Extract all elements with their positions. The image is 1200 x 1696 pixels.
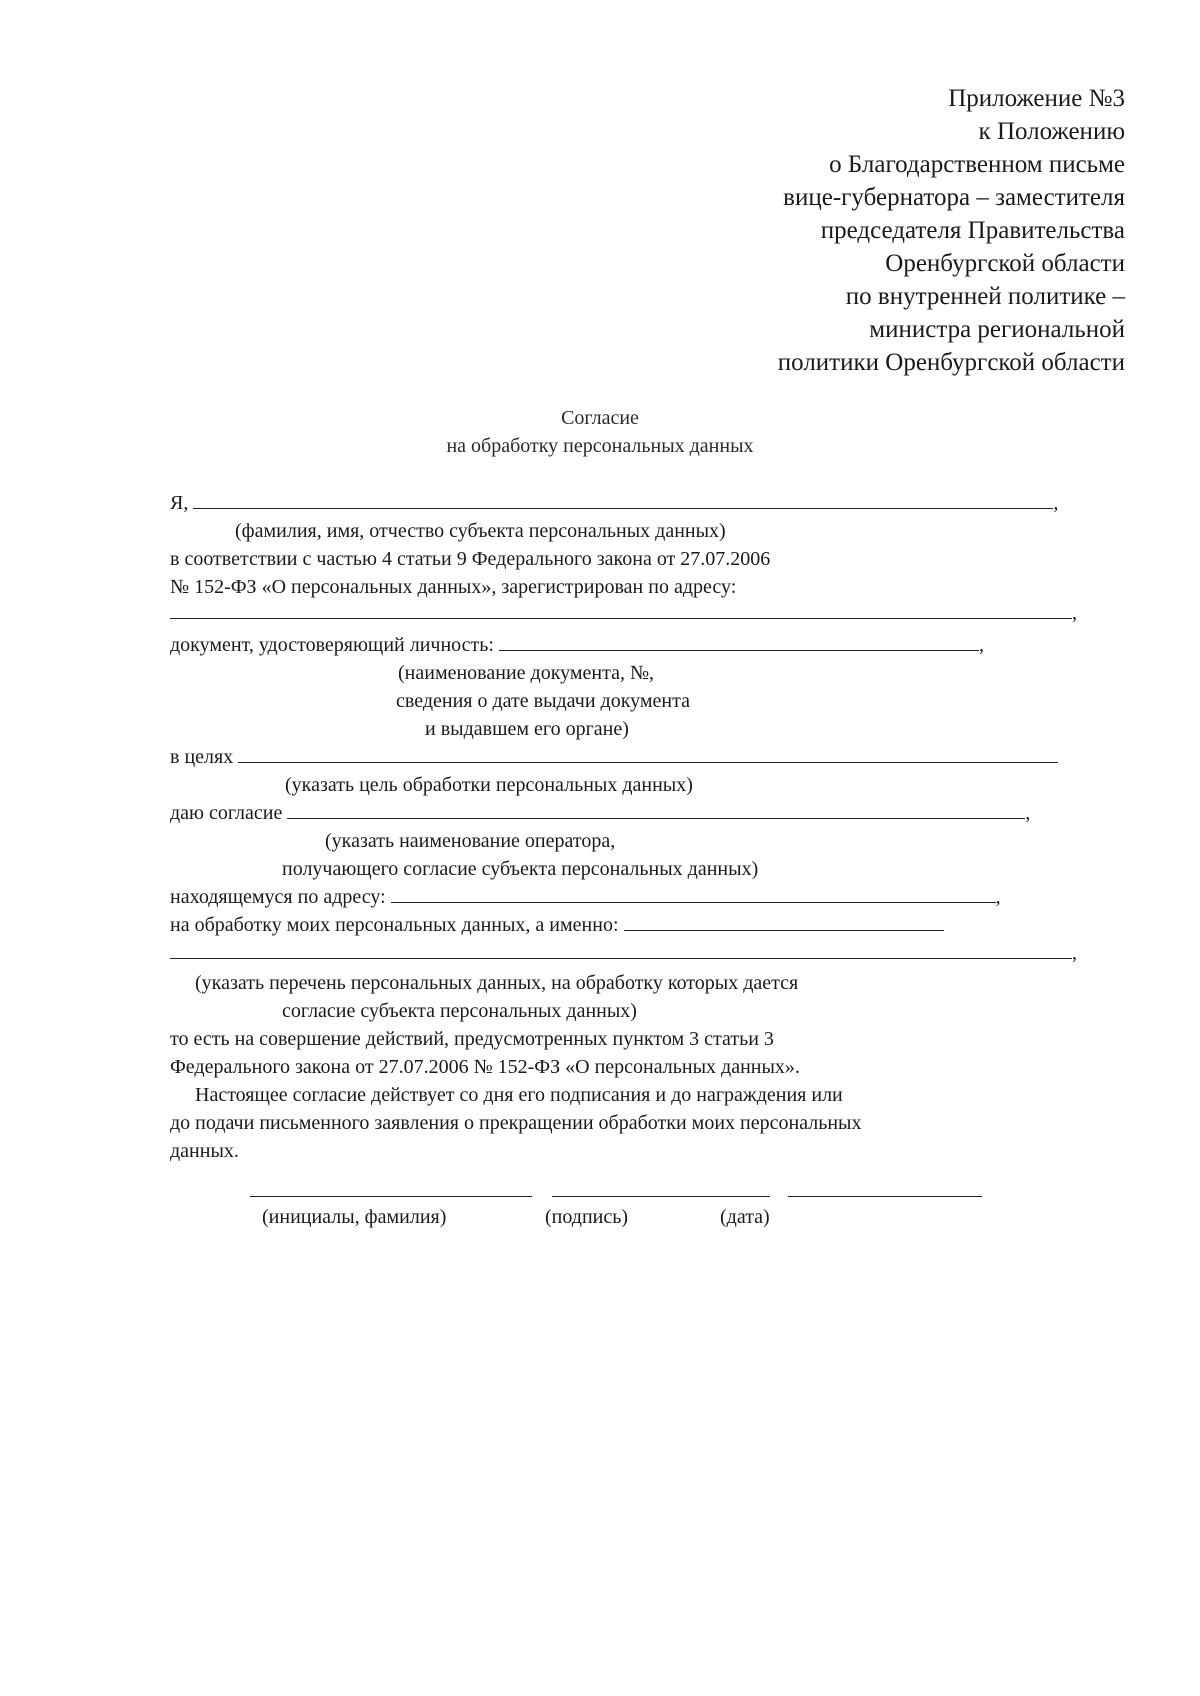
header-line: по внутренней политике – (845, 283, 1125, 310)
processing-blank[interactable] (624, 912, 944, 931)
processing-label: на обработку моих персональных данных, а именно: (170, 914, 619, 936)
processing-row-2 (170, 940, 1077, 966)
fio-blank[interactable] (193, 490, 1053, 509)
initials-blank[interactable] (250, 1196, 532, 1197)
consent-row (170, 800, 1030, 826)
header-line: о Благодарственном письме (829, 151, 1125, 178)
purpose-label: в целях (170, 746, 234, 768)
list-hint: согласие субъекта персональных данных) (282, 1000, 637, 1022)
law-text: в соответствии с частью 4 статьи 9 Федерального закона от 27.07.2006 (170, 548, 771, 570)
document-hint: сведения о дате выдачи документа (396, 690, 690, 712)
header-line: вице-губернатора – заместителя (783, 184, 1125, 211)
fio-hint: (фамилия, имя, отчество субъекта персональных данных) (235, 520, 726, 542)
validity-text: Настоящее согласие действует со дня его подписания и до награждения или (195, 1084, 843, 1106)
actions-text: Федерального закона от 27.07.2006 № 152-ФЗ «О персональных данных». (170, 1056, 800, 1078)
comma: , (1025, 802, 1031, 824)
comma: , (995, 886, 1001, 908)
comma: , (978, 634, 984, 656)
document-blank[interactable] (499, 632, 979, 651)
document-hint: и выдавшем его органе) (425, 718, 629, 740)
fio-row (170, 490, 1058, 516)
consent-label: даю согласие (170, 802, 283, 824)
signature-label: (подпись) (545, 1206, 629, 1228)
operator-hint: получающего согласие субъекта персональных данных) (282, 858, 759, 880)
document-label: документ, удостоверяющий личность: (170, 634, 494, 656)
purpose-row (170, 744, 1058, 770)
address-row (170, 600, 1077, 626)
operator-blank[interactable] (287, 800, 1025, 819)
purpose-blank[interactable] (238, 744, 1058, 763)
header-line: Приложение №3 (948, 85, 1125, 112)
i-label: Я, (170, 492, 189, 514)
processing-row (170, 912, 944, 938)
validity-text: до подачи письменного заявления о прекращении обработки моих персональных (170, 1112, 862, 1134)
comma: , (1053, 492, 1059, 514)
header-line: к Положению (978, 118, 1125, 145)
subtitle-line: на обработку персональных данных (446, 435, 754, 457)
comma: , (1072, 942, 1077, 964)
operator-hint: (указать наименование оператора, (325, 830, 616, 852)
list-hint: (указать перечень персональных данных, на обработку которых дается (195, 972, 799, 994)
law-text: № 152-ФЗ «О персональных данных», зарегистрирован по адресу: (170, 576, 737, 598)
address-blank[interactable] (170, 600, 1072, 619)
actions-text: то есть на совершение действий, предусмотренных пунктом 3 статьи 3 (170, 1028, 774, 1050)
header-line: Оренбургской области (885, 250, 1125, 277)
title-line: Согласие (561, 407, 639, 429)
processing-blank-2[interactable] (170, 940, 1072, 959)
document-hint: (наименование документа, №, (398, 662, 655, 684)
initials-label: (инициалы, фамилия) (262, 1206, 447, 1228)
comma: , (1072, 602, 1077, 624)
header-line: министра региональной (869, 316, 1125, 343)
date-label: (дата) (720, 1206, 770, 1228)
validity-text: данных. (170, 1140, 239, 1162)
purpose-hint: (указать цель обработки персональных данных) (285, 774, 693, 796)
header-line: политики Оренбургской области (777, 349, 1125, 376)
document-title (0, 404, 1200, 460)
header-line: председателя Правительства (820, 217, 1125, 244)
operator-address-blank[interactable] (391, 884, 996, 903)
operator-address-row (170, 884, 1001, 910)
signature-blank[interactable] (552, 1196, 770, 1197)
document-row (170, 632, 984, 658)
date-blank[interactable] (788, 1196, 982, 1197)
operator-address-label: находящемуся по адресу: (170, 886, 386, 908)
appendix-header (778, 82, 1125, 379)
